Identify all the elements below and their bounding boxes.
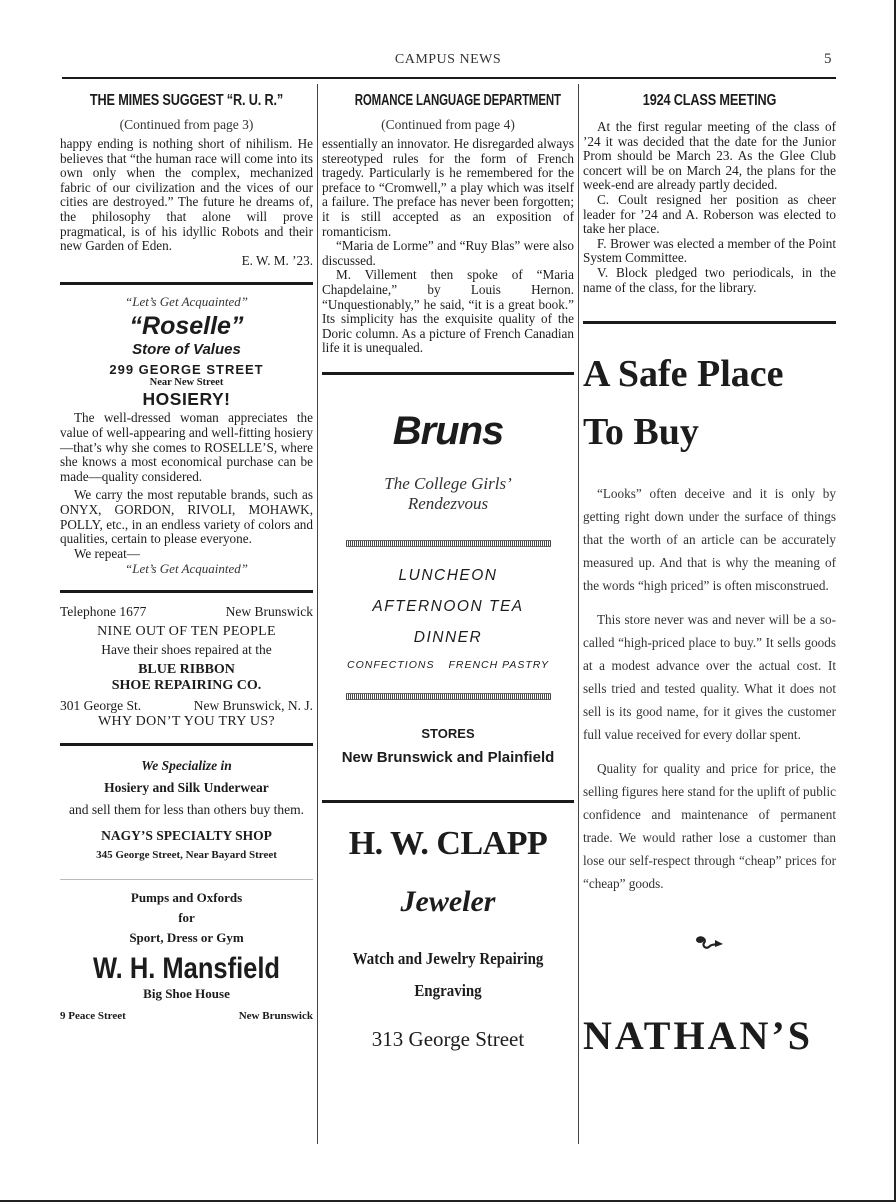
- roselle-paragraph: We carry the most reputable brands, such as ONYX, GORDON, RIVOLI, MOHAWK, POLLY, etc., in an endless variety of colors and qualities, certain to please everyone.: [60, 487, 313, 547]
- bruns-ad: [322, 409, 574, 766]
- decorative-rule: [346, 693, 551, 700]
- nagys-intro: We Specialize in: [141, 758, 232, 774]
- section-divider: [60, 743, 313, 746]
- section-divider: [322, 800, 574, 803]
- article-paragraph: essentially an innovator. He disregarded always stereotyped rules for the form of French tragedy. Particularly is he remembered for the preface to “Cromwell,” a play which was itself a failure. The preface has never been forgotten; it is still accepted as an exposition of romanticism.: [322, 136, 574, 239]
- roselle-closing: “Let’s Get Acquainted”: [124, 561, 249, 577]
- section-divider: [583, 321, 836, 324]
- article-paragraph: “Maria de Lorme” and “Ruy Blas” were also discussed.: [322, 238, 574, 268]
- article-signature: E. W. M. ’23.: [241, 252, 313, 268]
- roselle-slogan: Store of Values: [132, 341, 241, 359]
- nathans-paragraph: This store never was and never will be a so-called “high-priced place to buy.” It sells goods at a modest advance over the actual cost. It sells tried and tested quality. What it does not sell is its good name, for it gives the customer full value received for every dollar spent.: [583, 612, 836, 743]
- decorative-rule: [346, 540, 551, 547]
- telephone-number: Telephone 1677: [60, 604, 147, 620]
- business-name: SHOE REPAIRING CO.: [111, 678, 262, 694]
- nathans-ad: [583, 354, 836, 1059]
- section-divider: [60, 590, 313, 593]
- article-body: happy ending is nothing short of nihilism. He believes that “the human race will come into its own only when the complex, mechanized fabric of our civilization and the vices of our cities are destroyed.” The future he dreams of, the philosophy that alone will prove pragmatical, is of his idyllic Robots and their new Garden of Eden.: [60, 136, 313, 254]
- nagys-products: Hosiery and Silk Underwear: [104, 780, 269, 796]
- city-state: New Brunswick, N. J.: [193, 698, 313, 714]
- floral-ornament-icon: [583, 935, 836, 960]
- bruns-logo: Bruns: [392, 408, 504, 453]
- mansfield-name: W. H. Mansfield: [92, 952, 281, 986]
- article-paragraph: M. Villement then spoke of “Maria Chapdelaine,” by Louis Hernon. “Unquestionably,” he said, “it is a great book.” Its simplicity has the exquisite quality of the Doric column. As a picture of French Canadian life it is unequaled.: [322, 267, 574, 356]
- mansfield-line: Pumps and Oxfords: [130, 890, 243, 906]
- nathans-paragraph: “Looks” often deceive and it is only by getting right down under the surface of things that the worth of an article can be accurately measured up. And that is why the meaning of the words “high priced” is often misconstrued.: [583, 486, 836, 594]
- nagys-address: 345 George Street, Near Bayard Street: [96, 849, 277, 862]
- promo-line: NINE OUT OF TEN PEOPLE: [97, 624, 276, 640]
- article-paragraph: V. Block pledged two periodicals, in the name of the class, for the library.: [583, 264, 836, 295]
- roselle-name: “Roselle”: [129, 312, 244, 341]
- clapp-service: Watch and Jewelry Repairing: [352, 948, 544, 968]
- class-meeting-article: [583, 92, 836, 295]
- nathans-headline: To Buy: [583, 411, 699, 454]
- call-to-action: WHY DON’T YOU TRY US?: [98, 714, 275, 730]
- city-name: New Brunswick: [225, 604, 313, 620]
- roselle-headline: HOSIERY!: [142, 389, 231, 410]
- bruns-tagline: The College Girls’: [384, 473, 512, 493]
- nagys-ad: [60, 758, 313, 861]
- clapp-service: Engraving: [414, 980, 482, 1000]
- nathans-headline: A Safe Place: [583, 353, 784, 396]
- promo-line: Have their shoes repaired at the: [101, 642, 272, 658]
- menu-item: DINNER: [413, 628, 483, 646]
- page-number: 5: [824, 51, 832, 67]
- menu-item: LUNCHEON: [398, 566, 498, 584]
- article-paragraph: F. Brower was elected a member of the Point System Committee.: [583, 235, 836, 266]
- left-column: [60, 92, 313, 1022]
- header-rule: [62, 77, 836, 79]
- continued-note: (Continued from page 4): [381, 117, 515, 132]
- blue-ribbon-ad: [60, 604, 313, 730]
- article-title: 1924 CLASS MEETING: [642, 92, 777, 109]
- middle-column: [322, 92, 574, 1052]
- right-column: [583, 92, 836, 1059]
- mansfield-ad: [60, 890, 313, 1022]
- mansfield-address: 9 Peace Street: [60, 1010, 126, 1023]
- article-paragraph: C. Coult resigned her position as cheer leader for ’24 and A. Roberson was elected to take her place.: [583, 191, 836, 237]
- menu-extra: CONFECTIONS: [347, 658, 435, 671]
- menu-item: AFTERNOON TEA: [372, 597, 524, 615]
- article-title: ROMANCE LANGUAGE DEPARTMENT: [354, 92, 561, 109]
- mansfield-tagline: Big Shoe House: [143, 986, 230, 1002]
- clapp-trade: Jeweler: [400, 884, 496, 918]
- column-rule-left: [317, 84, 318, 1144]
- nathans-paragraph: Quality for quality and price for price, the selling figures here stand for the uplift of public confidence and maintenance of permanent trade. We would rather lose a customer than lose our self-respect through “cheap” prices for “cheap” goods.: [583, 761, 836, 892]
- clapp-name: H. W. CLAPP: [348, 824, 548, 862]
- nagys-pitch: and sell them for less than others buy them.: [68, 802, 305, 818]
- roselle-paragraph: The well-dressed woman appreciates the value of well-appearing and well-fitting hosiery—that’s why she comes to ROSELLE’S, where she knows a most economical purchase can be made—quality considered.: [60, 410, 313, 484]
- clapp-ad: [322, 825, 574, 1052]
- store-locations: New Brunswick and Plainfield: [341, 748, 555, 766]
- menu-extra: FRENCH PASTRY: [448, 658, 549, 671]
- article-paragraph: At the first regular meeting of the class of ’24 it was decided that the date for the Junior Prom should be March 23. As the Glee Club concert will be on March 24, the plans for the week-end are already partly decided.: [583, 119, 836, 193]
- nathans-name: NATHAN’S: [583, 1013, 813, 1059]
- mansfield-line: for: [178, 910, 195, 926]
- street-address: 301 George St.: [60, 698, 142, 714]
- business-name: BLUE RIBBON: [138, 662, 235, 678]
- roselle-address: 299 GEORGE STREET: [109, 362, 264, 378]
- bruns-tagline: Rendezvous: [407, 493, 489, 513]
- article-title: THE MIMES SUGGEST “R. U. R.”: [89, 92, 284, 109]
- stores-label: STORES: [421, 725, 475, 741]
- running-title: CAMPUS NEWS: [394, 52, 502, 67]
- romance-article: [322, 92, 574, 356]
- mansfield-line: Sport, Dress or Gym: [129, 930, 244, 946]
- nagys-name: NAGY’S SPECIALTY SHOP: [101, 828, 272, 844]
- section-divider: [60, 879, 313, 880]
- mimes-article: [60, 92, 313, 268]
- roselle-near: Near New Street: [149, 377, 224, 389]
- roselle-ad: [60, 294, 313, 577]
- roselle-repeat: We repeat—: [74, 545, 140, 561]
- column-rule-right: [578, 84, 579, 1144]
- section-divider: [60, 282, 313, 285]
- continued-note: (Continued from page 3): [119, 117, 254, 132]
- roselle-tagline: “Let’s Get Acquainted”: [124, 294, 249, 310]
- clapp-address: 313 George Street: [371, 1026, 525, 1051]
- mansfield-city: New Brunswick: [238, 1010, 313, 1023]
- section-divider: [322, 372, 574, 375]
